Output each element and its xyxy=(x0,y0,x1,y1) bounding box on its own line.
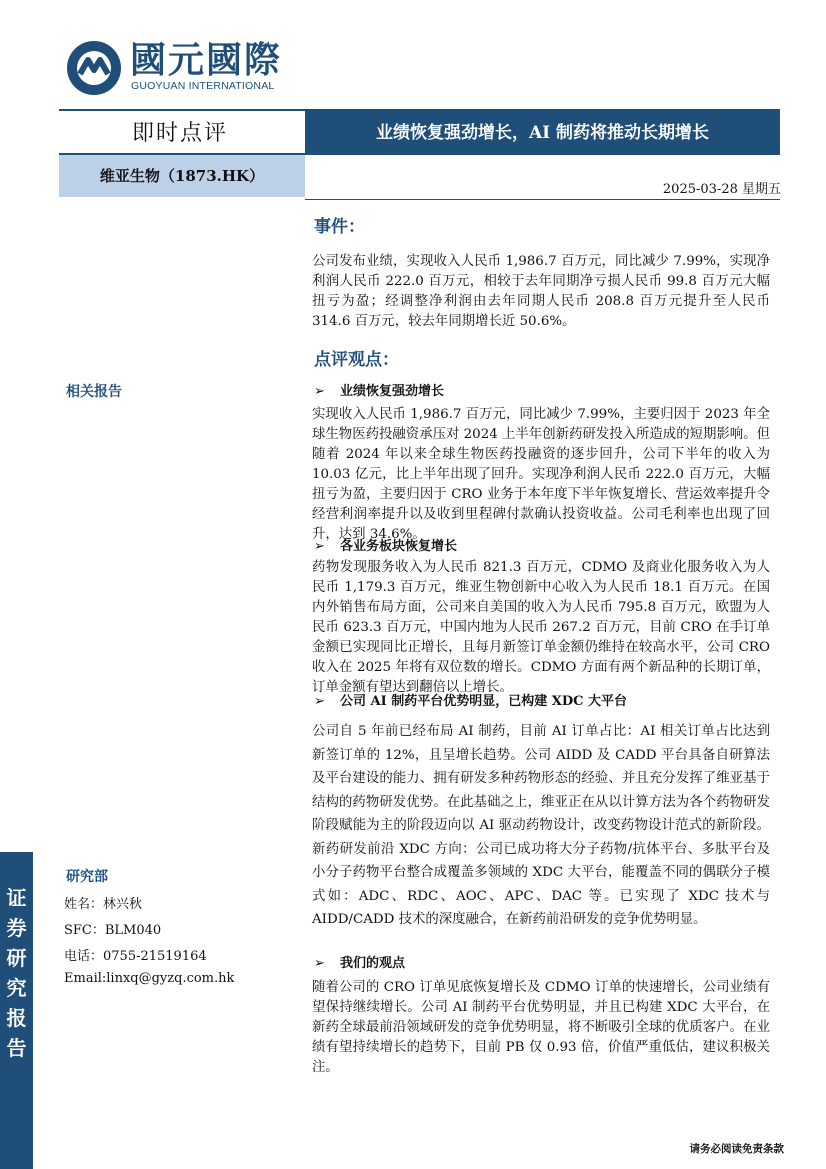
company-name: 维亚生物（1873.HK） xyxy=(99,167,265,185)
event-heading: 事件： xyxy=(314,217,365,237)
logo-english-name: GUOYUAN INTERNATIONAL xyxy=(131,80,275,92)
bullet-heading xyxy=(314,952,405,971)
bullet-heading-text: 公司 AI 制药平台优势明显，已构建 XDC 大平台 xyxy=(340,694,627,709)
event-paragraph: 公司发布业绩，实现收入人民币 1,986.7 百万元，同比减少 7.99%，实现净利润人民币 222.0 百万元，相较于去年同期净亏损人民币 99.8 百万元大幅扭亏为盈；经调整净利润由去年同期人民币 208.8 百万元提升至人民币 314.6 百万元，较去年同期增长近 50.6%。 xyxy=(312,254,770,329)
analyst-sfc: SFC：BLM040 xyxy=(64,923,162,938)
report-type-label: 即时点评 xyxy=(132,121,229,146)
arrow-bullet-icon: ➢ xyxy=(314,384,325,399)
vertical-label-char: 证 xyxy=(6,886,27,910)
related-reports-heading: 相关报告 xyxy=(66,384,122,400)
date-rule xyxy=(305,199,780,200)
bullet-heading-text: 各业务板块恢复增长 xyxy=(340,539,458,554)
section-paragraph: 药物发现服务收入为人民币 821.3 百万元，CDMO 及商业化服务收入为人民币 1,179.3 百万元，维亚生物创新中心收入为人民币 18.1 百万元。在国内外销售布局方面，公司来自美国的收入为人民币 795.8 百万元，欧盟为人民币 623.3 百万元，中国内地为人民币 267.2 百万元，目前 CRO 在手订单金额已实现同比正增长，且每月新签订单金额仍维持在较高水平，公司 CRO 收入在 2025 年将有双位数的增长。CDMO 方面有两个新品种的长期订单，订单金额有望达到翻倍以上增长。 xyxy=(312,560,770,695)
vertical-label-char: 研 xyxy=(6,946,27,970)
vertical-label-char: 券 xyxy=(6,916,27,940)
disclaimer-footer: 请务必阅读免责条款 xyxy=(689,1143,784,1155)
bullet-heading-text: 业绩恢复强劲增长 xyxy=(340,384,445,399)
arrow-bullet-icon: ➢ xyxy=(314,694,325,709)
view-heading: 点评观点： xyxy=(314,350,399,370)
vertical-label-char: 究 xyxy=(6,976,27,1000)
research-dept-heading: 研究部 xyxy=(66,869,108,885)
bullet-heading xyxy=(314,535,457,554)
section-paragraph: 实现收入人民币 1,986.7 百万元，同比减少 7.99%，主要归因于 2023 年全球生物医药投融资承压对 2024 上半年创新药研发投入所造成的短期影响。但随着 2024 年以来全球生物医药投融资的逐步回升，公司下半年的收入为 10.03 亿元，比上半年出现了回升。实现净利润人民币 222.0 百万元，大幅扭亏为盈，主要归因于 CRO 业务于本年度下半年恢复增长、营运效率提升令经营利润率提升以及收到里程碑付款确认投资收益。公司毛利率也出现了回升，达到 34.6%。 xyxy=(312,407,770,542)
guoyuan-logo-icon xyxy=(66,40,122,96)
bullet-heading-text: 我们的观点 xyxy=(340,956,406,971)
bullet-heading xyxy=(314,690,627,709)
bullet-heading xyxy=(314,380,444,399)
report-title: 业绩恢复强劲增长，AI 制药将推动长期增长 xyxy=(375,123,710,143)
vertical-label-char: 告 xyxy=(6,1036,27,1060)
analyst-email[interactable]: Email:linxq@gyzq.com.hk xyxy=(64,971,235,986)
arrow-bullet-icon: ➢ xyxy=(314,956,325,971)
arrow-bullet-icon: ➢ xyxy=(314,539,325,554)
report-date: 2025-03-28 星期五 xyxy=(662,182,781,197)
vertical-label-char: 报 xyxy=(6,1006,27,1030)
logo-chinese-name: 國元國際 xyxy=(130,39,283,81)
section-paragraph: 随着公司的 CRO 订单见底恢复增长及 CDMO 订单的快速增长，公司业绩有望保持继续增长。公司 AI 制药平台优势明显，并且已构建 XDC 大平台，在新药全球最前沿领域研发的竞争优势明显，将不断吸引全球的优质客户。在业绩有望持续增长的趋势下，目前 PB 仅 0.93 倍，价值严重低估，建议积极关注。 xyxy=(312,980,770,1075)
section-paragraph: 公司自 5 年前已经布局 AI 制药，目前 AI 订单占比：AI 相关订单占比达到新签订单的 12%，且呈增长趋势。公司 AIDD 及 CADD 平台具备自研算法及平台建设的能力、拥有研发多种药物形态的经验、并且充分发挥了维亚基于结构的药物研发优势。在此基础之上，维亚正在从以计算方法为各个药物研发阶段赋能为主的阶段迈向以 AI 驱动药物设计，改变药物设计范式的新阶段。新药研发前沿 XDC 方向：公司已成功将大分子药物/抗体平台、多肽平台及小分子药物平台整合成覆盖多领域的 XDC 大平台，能覆盖不同的偶联分子模式如：ADC、RDC、AOC、APC、DAC 等。已实现了 XDC 技术与 AIDD/CADD 技术的深度融合，在新药前沿研发的竞争优势明显。 xyxy=(312,724,770,927)
analyst-name: 姓名：林兴秋 xyxy=(64,897,143,912)
analyst-phone: 电话：0755-21519164 xyxy=(64,949,207,964)
